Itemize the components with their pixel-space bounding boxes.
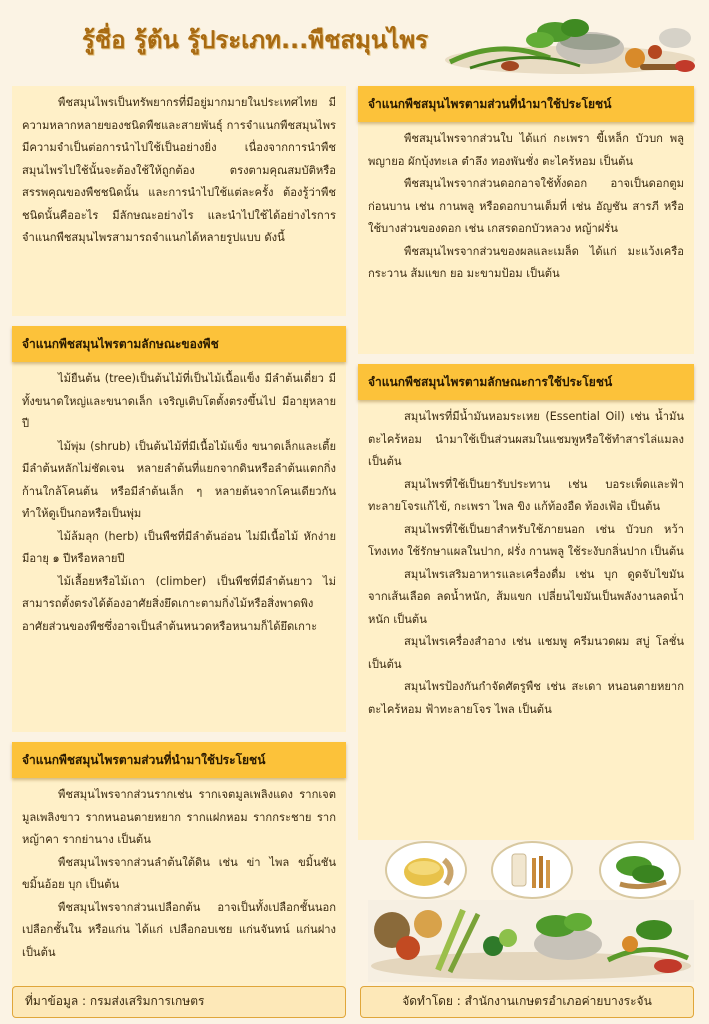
paragraph-oral-medicine: สมุนไพรที่ใช้เป็นยารับประทาน เช่น บอระเพ็ดและฟ้าทะลายโจรแก้ไข้, กะเพรา ไพล ขิง แก้ท้องอืด ท้องเฟ้อ เป็นต้น xyxy=(368,477,684,513)
herbal-drink-photo xyxy=(492,842,572,898)
source-footer: ที่มาข้อมูล : กรมส่งเสริมการเกษตร xyxy=(12,986,346,1018)
herb-photos-row xyxy=(384,840,684,900)
parts-used-left-panel xyxy=(12,778,346,996)
section-heading-parts-used-left: จำแนกพืชสมุนไพรตามส่วนที่นำมาใช้ประโยชน์ xyxy=(12,742,346,778)
paragraph-herb: ไม้ล้มลุก (herb) เป็นพืชที่มีลำต้นอ่อน ไม่มีเนื้อไม้ หักง่าย มีอายุ ๑ ปีหรือหลายปี xyxy=(22,529,336,565)
paragraph-shrub: ไม้พุ่ม (shrub) เป็นต้นไม้ที่มีเนื้อไม้แข็ง ขนาดเล็กและเตี้ย มีลำต้นหลักไม่ชัดเจน หลายลำต้นที่แยกจากดินหรือลำต้นแตกกิ่งก้านใกล้โคนต้น หรือมีลำต้นเล็ก ๆ หลายต้นจากโคนเดียวกัน ทำให้ดูเป็นกอหรือเป็นพุ่ม xyxy=(22,439,336,520)
paragraph-flower: พืชสมุนไพรจากส่วนดอกอาจใช้ทั้งดอก อาจเป็นดอกตูมก่อนบาน เช่น กานพลู หรือดอกบานเต็มที่ เช่น อัญชัน สารภี หรือใช้บางส่วนของดอก เช่น เกสรดอกบัวหลวง หญ้าฝรั่น xyxy=(368,177,684,235)
intro-panel xyxy=(12,86,346,316)
herbs-spices-photo xyxy=(368,900,694,982)
section-heading-usage: จำแนกพืชสมุนไพรตามลักษณะการใช้ประโยชน์ xyxy=(358,364,694,400)
plant-characteristics-panel xyxy=(12,362,346,732)
paragraph-climber: ไม้เลื้อยหรือไม้เถา (climber) เป็นพืชที่มีลำต้นยาว ไม่สามารถตั้งตรงได้ต้องอาศัยสิ่งยึดเกาะตามกิ่งไม้หรือสิ่งพาดพิง อาศัยส่วนของพืชซึ่งอาจเป็นลำต้นหนวดหรือหนามก็ได้ยึดเกาะ xyxy=(22,574,336,633)
paragraph-cosmetics: สมุนไพรเครื่องสำอาง เช่น แชมพู ครีมนวดผม สบู่ โลชั่น เป็นต้น xyxy=(368,635,684,671)
section-heading-plant-characteristics: จำแนกพืชสมุนไพรตามลักษณะของพืช xyxy=(12,326,346,362)
paragraph-fruit-seed: พืชสมุนไพรจากส่วนของผลและเมล็ด ได้แก่ มะแว้งเครือ กระวาน ส้มแขก ยอ มะขามป้อม เป็นต้น xyxy=(368,244,684,280)
paragraph-food-supplement: สมุนไพรเสริมอาหารและเครื่องดื่ม เช่น บุก ดูดจับไขมันจากเส้นเลือด ลดน้ำหนัก, ส้มแขก เปลี่ยนไขมันเป็นพลังงานลดน้ำหนัก เป็นต้น xyxy=(368,567,684,626)
intro-text: พืชสมุนไพรเป็นทรัพยากรที่มีอยู่มากมายในประเทศไทย มีความหลากหลายของชนิดพืชและสายพันธุ์ การจำแนกพืชสมุนไพร มีความจำเป็นต่อการนำไปใช้เป็นอย่างยิ่ง เนื่องจากการนำพืชสมุนไพรไปใช้นั้นจะต้องใช้ให้ถูกต้อง ตรงตามคุณสมบัติหรือสรรพคุณของพืชชนิดนั้น และการนำไปใช้แต่ละครั้ง ต้องรู้ว่าพืชชนิดนั้นคืออะไร มีลักษณะอย่างไร และนำไปใช้ได้อย่างไรการจำแนกพืชสมุนไพรสามารถจำแนกได้หลายรูปแบบ ดังนี้ xyxy=(22,96,336,244)
paragraph-tree: ไม้ยืนต้น (tree)เป็นต้นไม้ที่เป็นไม้เนื้อแข็ง มีลำต้นเดี่ยว มีทั้งขนาดใหญ่และขนาดเล็ก เจริญเติบโตตั้งตรงขึ้นไป มีอายุหลายปี xyxy=(22,372,336,430)
right-column xyxy=(358,86,694,840)
herb-leaves-photo xyxy=(600,842,680,898)
usage-panel xyxy=(358,400,694,840)
paragraph-external-medicine: สมุนไพรที่ใช้เป็นยาสำหรับใช้ภายนอก เช่น บัวบก หว้า โทงเทง ใช้รักษาแผลในปาก, ฝรั่ง กานพลู ใช้ระงับกลิ่นปาก เป็นต้น xyxy=(368,522,684,558)
herbs-banner-image xyxy=(440,8,700,80)
herbal-tea-photo xyxy=(386,842,466,898)
paragraph-pest-control: สมุนไพรป้องกันกำจัดศัตรูพืช เช่น สะเดา หนอนตายหยาก ตะไคร้หอม ฟ้าทะลายโจร ไพล เป็นต้น xyxy=(368,680,684,716)
paragraph-leaf: พืชสมุนไพรจากส่วนใบ ได้แก่ กะเพรา ขี้เหล็ก บัวบก พลู พญายอ ผักบุ้งทะเล ตำลึง ทองพันชั่ง ตะไคร้หอม เป็นต้น xyxy=(368,132,684,168)
parts-used-right-panel xyxy=(358,122,694,354)
paragraph-root: พืชสมุนไพรจากส่วนรากเช่น รากเจตมูลเพลิงแดง รากเจตมูลเพลิงขาว รากหนอนตายหยาก รากแฝกหอม รากกระชาย รากหญ้าคา รากย่านาง เป็นต้น xyxy=(22,788,336,846)
section-heading-parts-used-right: จำแนกพืชสมุนไพรตามส่วนที่นำมาใช้ประโยชน์ xyxy=(358,86,694,122)
paragraph-essential-oil: สมุนไพรที่มีน้ำมันหอมระเหย (Essential Oil) เช่น น้ำมันตะไคร้หอม นำมาใช้เป็นส่วนผสมในแชมพูหรือใช้ทำสารไล่แมลง เป็นต้น xyxy=(368,410,684,468)
left-column xyxy=(12,86,346,996)
page-title: รู้ชื่อ รู้ต้น รู้ประเภท...พืชสมุนไพร xyxy=(82,26,429,54)
paragraph-bark: พืชสมุนไพรจากส่วนเปลือกต้น อาจเป็นทั้งเปลือกชั้นนอก เปลือกชั้นใน หรือแก่น ได้แก่ เปลือกอบเชย แก่นจันทน์ แก่นฝาง เป็นต้น xyxy=(22,900,336,959)
made-by-footer: จัดทำโดย : สำนักงานเกษตรอำเภอค่ายบางระจัน xyxy=(360,986,694,1018)
paragraph-rhizome: พืชสมุนไพรจากส่วนลำต้นใต้ดิน เช่น ข่า ไพล ขมิ้นชัน ขมิ้นอ้อย บุก เป็นต้น xyxy=(22,855,336,891)
